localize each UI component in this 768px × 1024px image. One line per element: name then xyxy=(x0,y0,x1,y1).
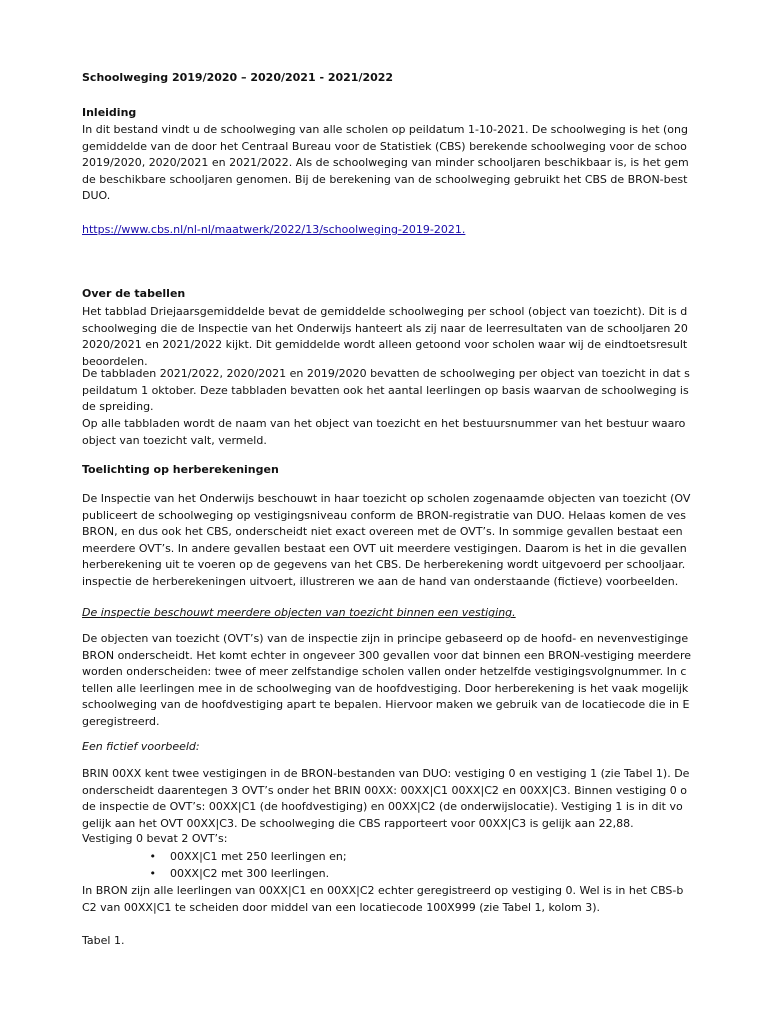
paragraph-inleiding xyxy=(82,122,689,205)
text-line: gemiddelde van de door het Centraal Bureau voor de Statistiek (CBS) berekende schoolweging voor de schoo xyxy=(82,139,687,153)
bullet-icon: • xyxy=(149,850,156,863)
heading-herberekeningen: Toelichting op herberekeningen xyxy=(82,463,279,476)
cbs-link[interactable]: https://www.cbs.nl/nl-nl/maatwerk/2022/13/schoolweging-2019-2021. xyxy=(82,223,466,236)
text-line: In dit bestand vindt u de schoolweging van alle scholen op peildatum 1-10-2021. De schoolweging is het (ong xyxy=(82,123,688,136)
text-line: object van toezicht valt, vermeld. xyxy=(82,433,267,447)
text-line: In BRON zijn alle leerlingen van 00XX|C1 en 00XX|C2 echter geregistreerd op vestiging 0. Wel is in het CBS-b xyxy=(82,884,684,897)
list-item xyxy=(82,866,329,883)
text-line: schoolweging van de hoofdvestiging apart te bepalen. Hiervoor maken we gebruik van de locatiecode die in E xyxy=(82,698,690,711)
text-line: peildatum 1 oktober. Deze tabbladen bevatten ook het aantal leerlingen op basis waarvan de schoolweging is xyxy=(82,383,689,397)
text-line: de inspectie de OVT’s: 00XX|C1 (de hoofdvestiging) en 00XX|C2 (de onderwijslocatie). Vestiging 1 is in dit vo xyxy=(82,800,683,813)
text-line: schoolweging die de Inspectie van het Onderwijs hanteert als zij naar de leerresultaten van de schooljaren 20 xyxy=(82,321,688,335)
text-line: 2020/2021 en 2021/2022 kijkt. Dit gemiddelde wordt alleen getoond voor scholen waar wij de eindtoetsresult xyxy=(82,338,688,351)
heading-inleiding: Inleiding xyxy=(82,106,137,119)
text-line: beoordelen. xyxy=(82,354,148,368)
text-line: de beschikbare schooljaren genomen. Bij de berekening van de schoolweging gebruikt het CBS de BRON-best xyxy=(82,172,688,186)
text-line: De objecten van toezicht (OVT’s) van de inspectie zijn in principe gebaseerd op de hoofd- en nevenvestiginge xyxy=(82,632,689,645)
paragraph-tabellen-1 xyxy=(82,304,688,370)
text-line: 2019/2020, 2020/2021 en 2021/2022. Als de schoolweging van minder schooljaren beschikbaar is, is het gem xyxy=(82,156,689,169)
text-line: De Inspectie van het Onderwijs beschouwt in haar toezicht op scholen zogenaamde objecten van toezicht (OV xyxy=(82,492,691,505)
bullet-icon: • xyxy=(149,867,156,880)
text-line: meerdere OVT’s. In andere gevallen bestaat een OVT uit meerdere vestigingen. Daarom is het in die gevallen xyxy=(82,541,687,555)
paragraph-voorbeeld-1 xyxy=(82,766,689,832)
text-line: de spreiding. xyxy=(82,400,154,413)
document-title: Schoolweging 2019/2020 – 2020/2021 - 2021/2022 xyxy=(82,71,394,84)
heading-over-de-tabellen: Over de tabellen xyxy=(82,287,186,300)
paragraph-voorbeeld-2 xyxy=(82,883,683,916)
text-line: herberekening uit te voeren op de gegevens van het CBS. De herberekening wordt uitgevoerd per schooljaar. xyxy=(82,558,686,571)
text-line: publiceert de schoolweging op vestigingsniveau conform de BRON-registratie van DUO. Helaas komen de ves xyxy=(82,508,686,522)
text-line: tellen alle leerlingen mee in de schoolweging van de hoofdvestiging. Door herberekening is het vaak mogelijk xyxy=(82,681,689,695)
paragraph-herberekeningen xyxy=(82,491,690,590)
text-line: BRON, en dus ook het CBS, onderscheidt niet exact overeen met de OVT’s. In sommige gevallen bestaat een xyxy=(82,525,683,538)
list-item xyxy=(82,849,347,866)
text-line: BRON onderscheidt. Het komt echter in ongeveer 300 gevallen voor dat binnen een BRON-vestiging meerdere xyxy=(82,648,691,662)
heading-voorbeeld: Een fictief voorbeeld: xyxy=(82,740,200,753)
list-item-text: 00XX|C1 met 250 leerlingen en; xyxy=(170,850,347,863)
paragraph-vestiging xyxy=(82,631,691,730)
text-line: onderscheidt daarentegen 3 OVT’s onder het BRIN 00XX: 00XX|C1 00XX|C2 en 00XX|C3. Binnen vestiging 0 o xyxy=(82,783,687,797)
tabel-caption: Tabel 1. xyxy=(82,934,125,947)
text-line: inspectie de herberekeningen uitvoert, illustreren we aan de hand van onderstaande (fictieve) voorbeelden. xyxy=(82,574,679,588)
text-line: worden onderscheiden: twee of meer zelfstandige scholen vallen onder hetzelfde vestigingsvolgnummer. In c xyxy=(82,665,687,678)
text-line: geregistreerd. xyxy=(82,714,160,728)
text-line: Het tabblad Driejaarsgemiddelde bevat de gemiddelde schoolweging per school (object van toezicht). Dit is d xyxy=(82,305,688,318)
list-item-text: 00XX|C2 met 300 leerlingen. xyxy=(170,867,330,880)
heading-vestiging: De inspectie beschouwt meerdere objecten van toezicht binnen een vestiging. xyxy=(82,606,516,619)
text-line: BRIN 00XX kent twee vestigingen in de BRON-bestanden van DUO: vestiging 0 en vestiging 1 (zie Tabel 1). De xyxy=(82,767,690,780)
text-line: DUO. xyxy=(82,189,111,202)
vestiging-intro: Vestiging 0 bevat 2 OVT’s: xyxy=(82,832,228,845)
paragraph-tabellen-2 xyxy=(82,366,690,416)
text-line: C2 van 00XX|C1 te scheiden door middel van een locatiecode 100X999 (zie Tabel 1, kolom 3). xyxy=(82,900,601,914)
text-line: Op alle tabbladen wordt de naam van het object van toezicht en het bestuursnummer van het bestuur waaro xyxy=(82,417,686,430)
text-line: gelijk aan het OVT 00XX|C3. De schoolweging die CBS rapporteert voor 00XX|C3 is gelijk aan 22,88. xyxy=(82,816,634,830)
paragraph-tabellen-3 xyxy=(82,416,685,449)
text-line: De tabbladen 2021/2022, 2020/2021 en 2019/2020 bevatten de schoolweging per object van toezicht in dat s xyxy=(82,367,690,380)
